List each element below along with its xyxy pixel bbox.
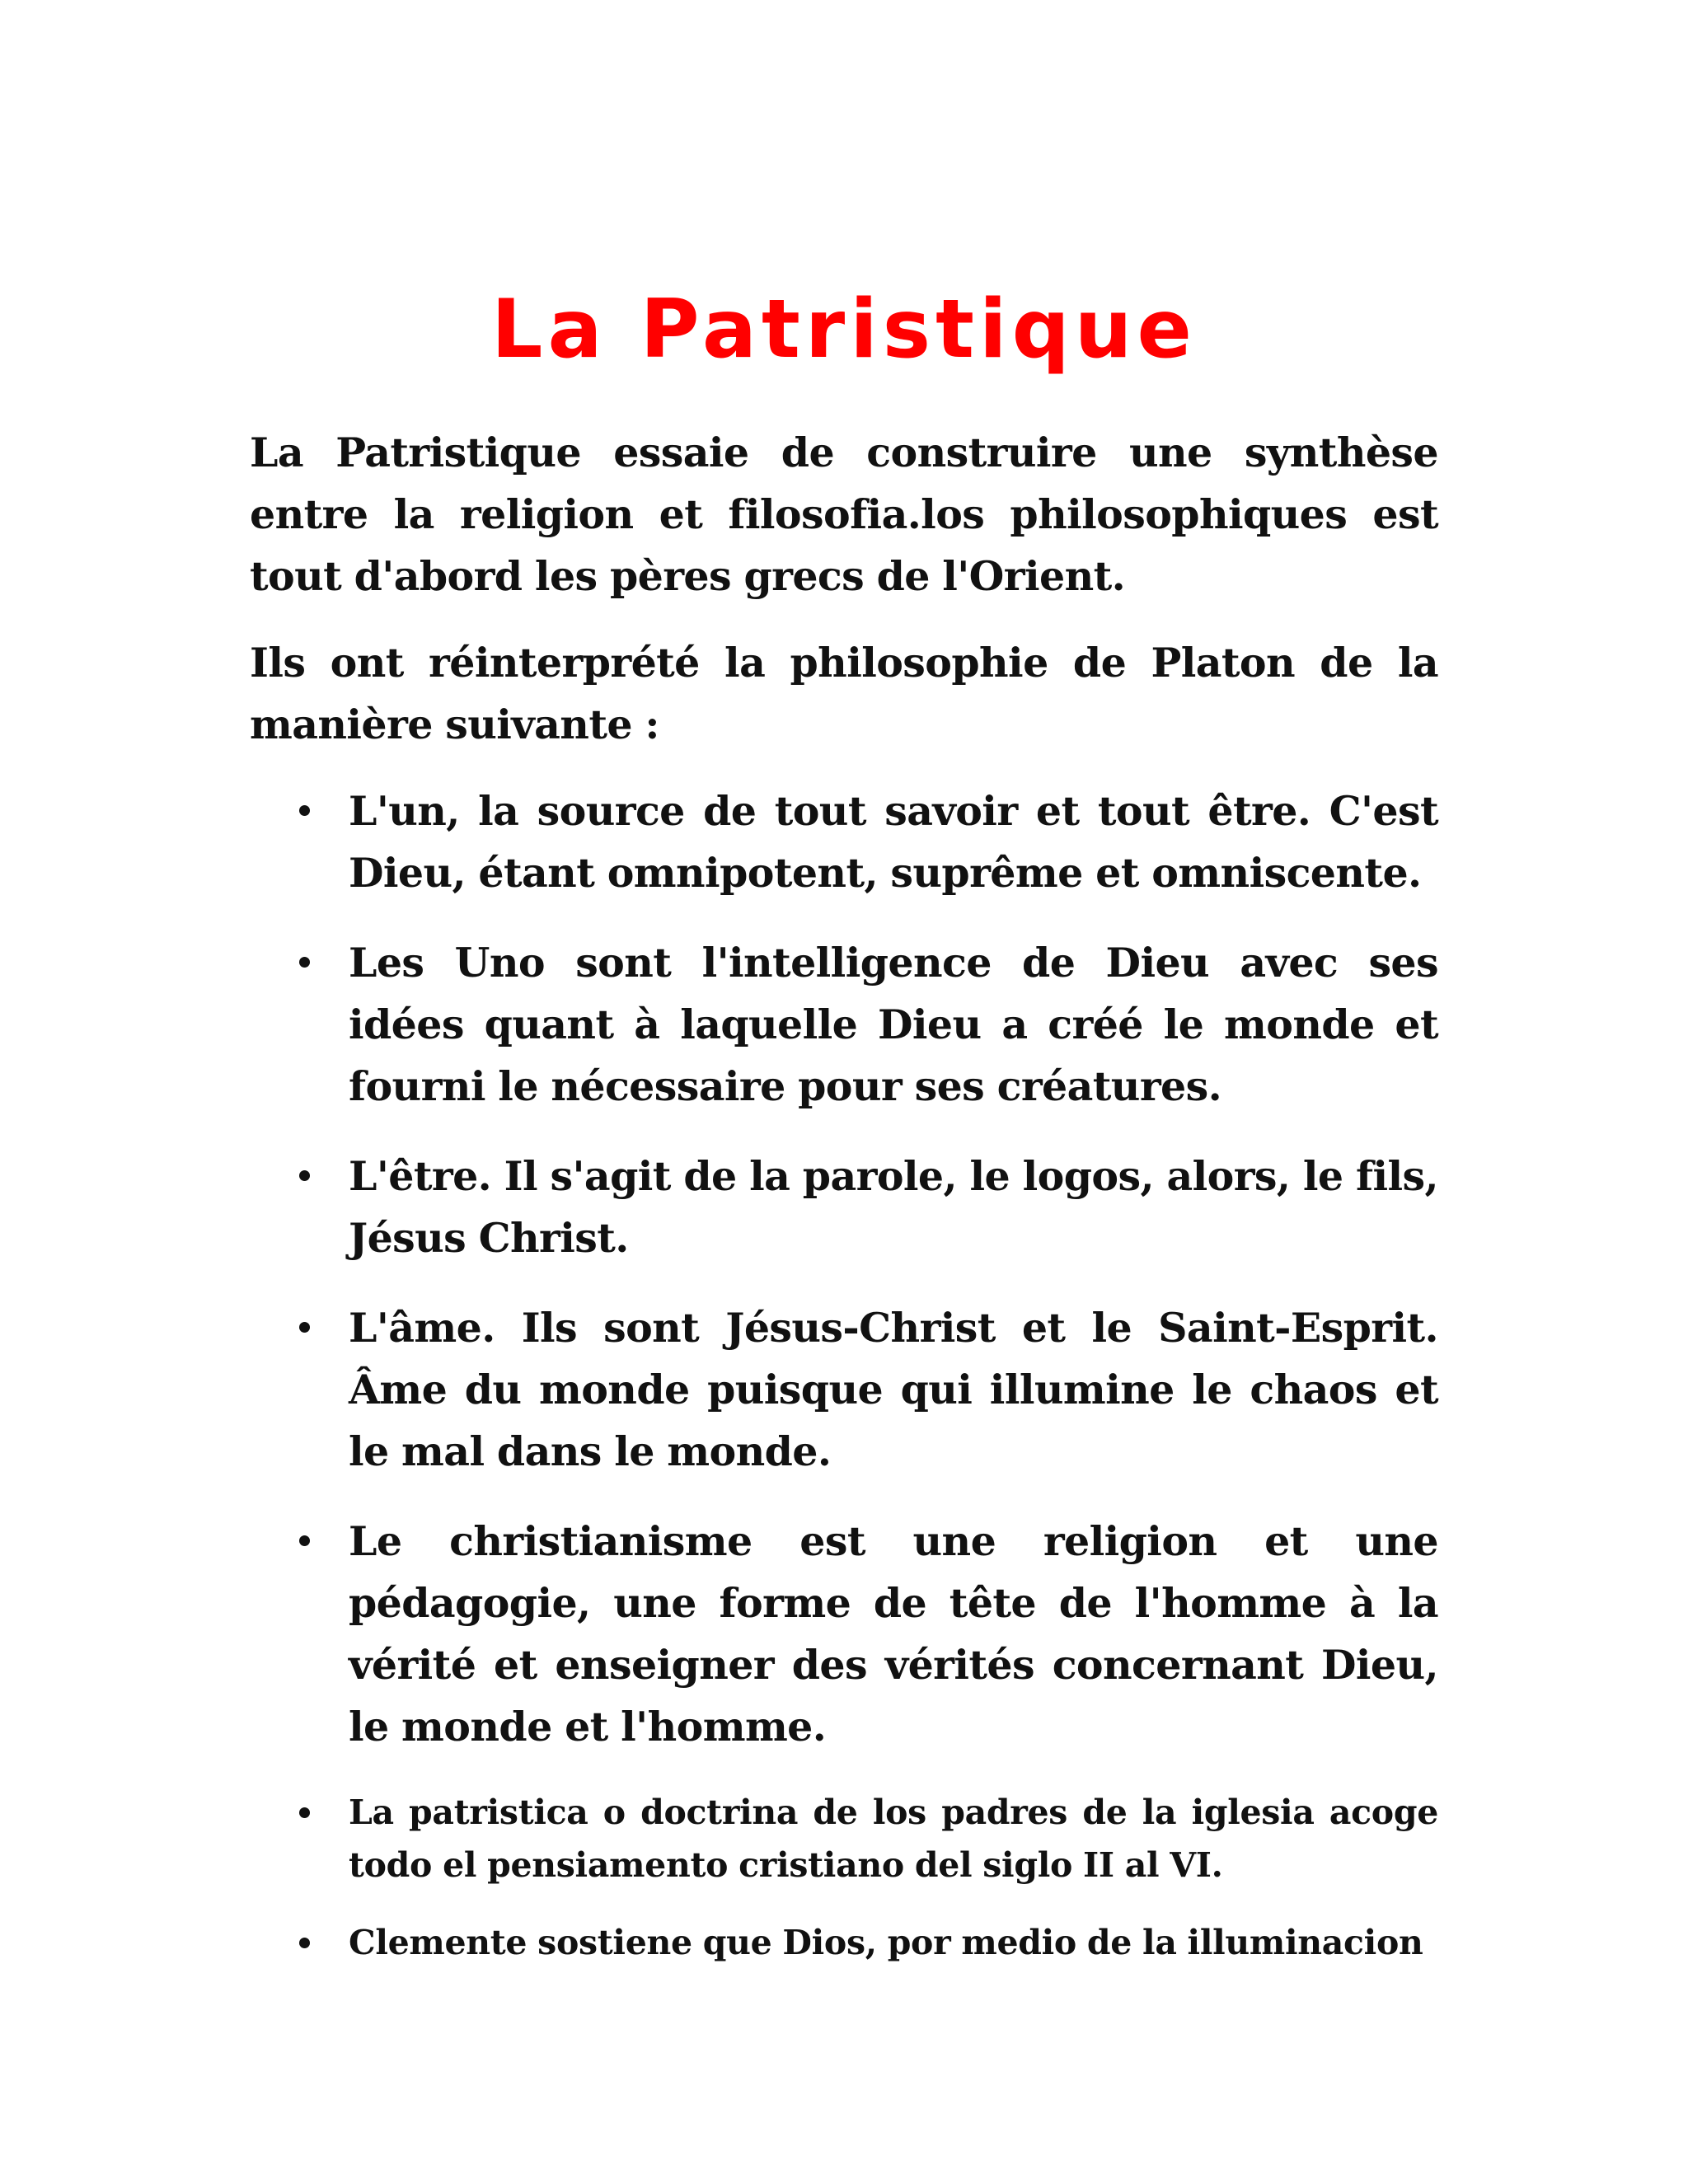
bullet-icon <box>299 1170 310 1181</box>
list-item-text: La patristica o doctrina de los padres de la iglesia acoge todo el pensiamento cristiano del siglo II al VI. <box>349 1793 1438 1885</box>
list-item <box>250 1786 1438 1891</box>
list-item-text: Les Uno sont l'intelligence de Dieu avec ses idées quant à laquelle Dieu a créé le monde et fourni le nécessaire pour ses créatures. <box>349 939 1438 1110</box>
list-item <box>250 1146 1438 1269</box>
bullet-icon <box>299 1807 310 1818</box>
intro-paragraph: La Patristique essaie de construire une synthèse entre la religion et filosofia.los philosophiques est tout d'abord les pères grecs de l'Orient. <box>250 429 1438 600</box>
document-body <box>250 422 1438 1994</box>
list-item-text: Le christianisme est une religion et une pédagogie, une forme de tête de l'homme à la vérité et enseigner des vérités concernant Dieu, le monde et l'homme. <box>349 1517 1438 1750</box>
bullet-list <box>250 780 1438 1969</box>
list-item <box>250 1297 1438 1483</box>
bullet-icon <box>299 957 310 968</box>
list-item-text: Clemente sostiene que Dios, por medio de la illuminacion <box>349 1923 1423 1962</box>
list-item-text: L'un, la source de tout savoir et tout être. C'est Dieu, étant omnipotent, suprême et omniscente. <box>349 787 1438 897</box>
list-item <box>250 780 1438 904</box>
list-item <box>250 1916 1438 1969</box>
platon-paragraph: Ils ont réinterprété la philosophie de Platon de la manière suivante : <box>250 639 1438 748</box>
list-item-text: L'âme. Ils sont Jésus-Christ et le Saint-Esprit. Âme du monde puisque qui illumine le chaos et le mal dans le monde. <box>349 1304 1438 1475</box>
bullet-icon <box>299 1938 310 1948</box>
list-item <box>250 932 1438 1118</box>
list-item-text: L'être. Il s'agit de la parole, le logos, alors, le fils, Jésus Christ. <box>349 1152 1438 1262</box>
bullet-icon <box>299 1535 310 1546</box>
bullet-icon <box>299 1322 310 1333</box>
bullet-icon <box>299 805 310 816</box>
list-item <box>250 1511 1438 1758</box>
document-title: La Patristique <box>491 283 1197 377</box>
